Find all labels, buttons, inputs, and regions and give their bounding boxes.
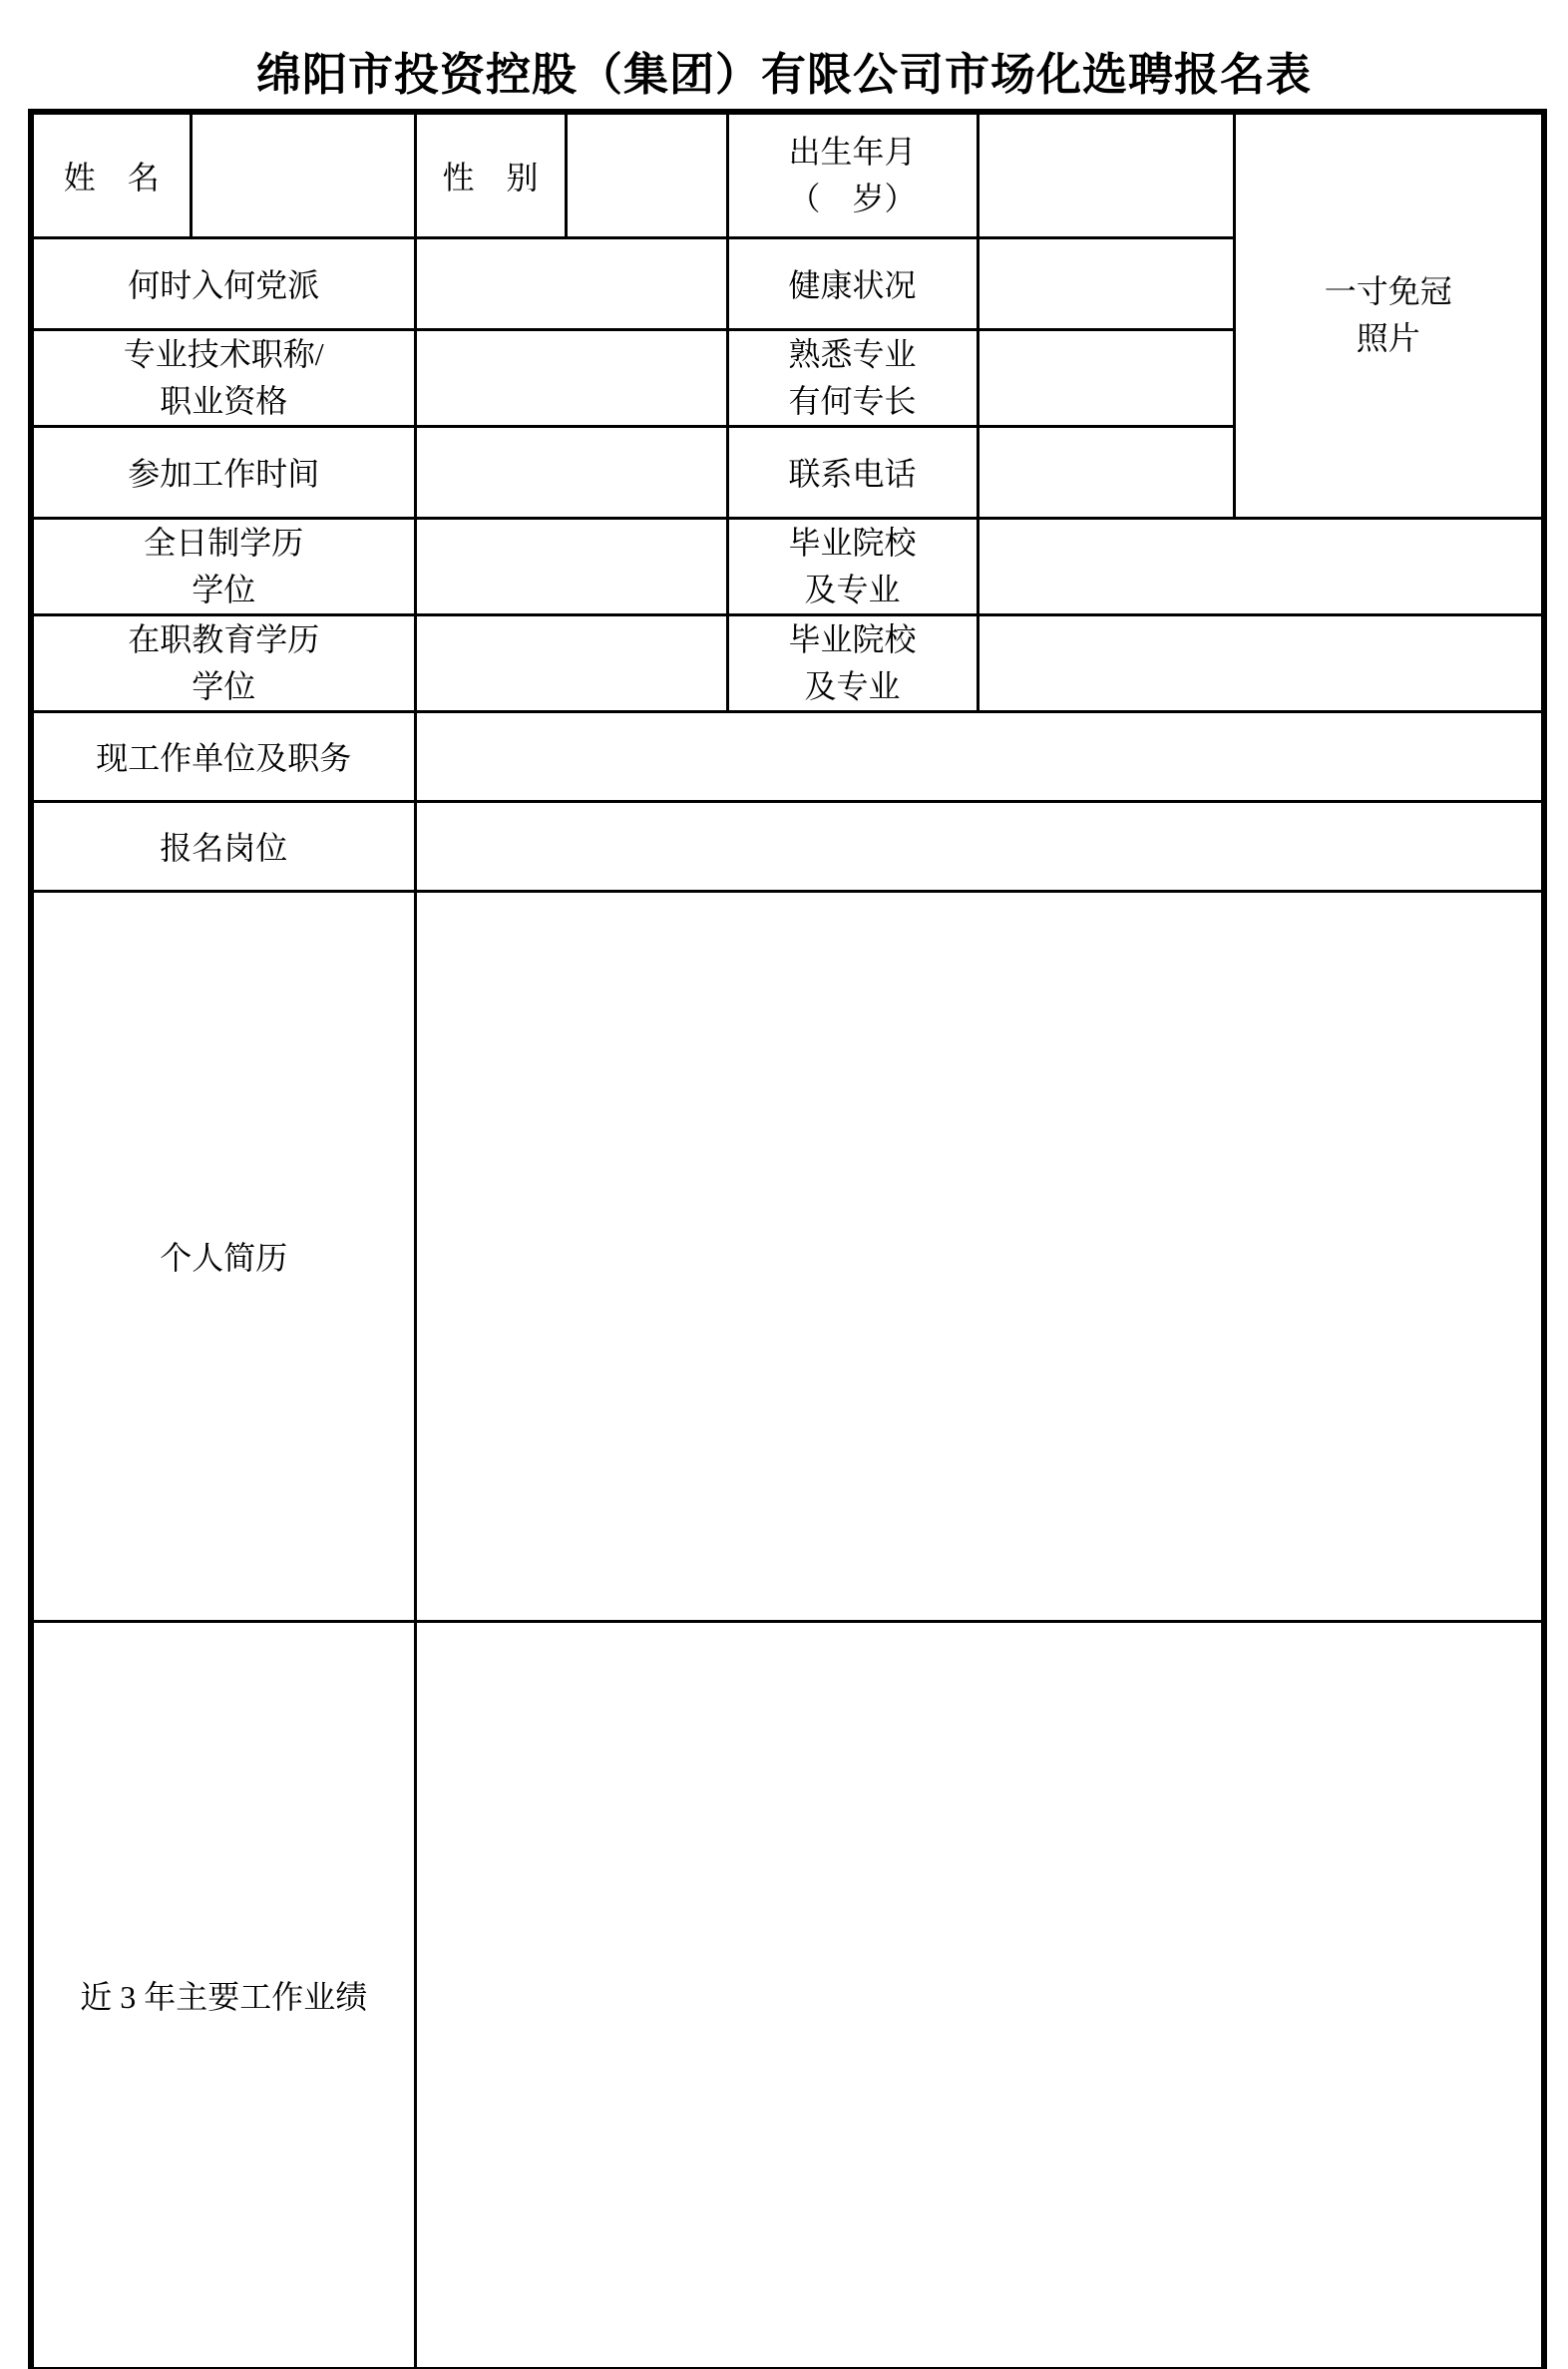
table-row: [31, 711, 1544, 801]
current-job-input-cell[interactable]: [415, 711, 1544, 801]
specialty-label: [727, 329, 978, 426]
fulltime-school-input-cell[interactable]: [978, 518, 1544, 614]
party-label: 何时入何党派: [31, 237, 415, 329]
specialty-label-line2: 有何专长: [788, 382, 917, 419]
fulltime-edu-input-cell[interactable]: [415, 518, 727, 614]
table-row: [31, 801, 1544, 891]
work-start-label: 参加工作时间: [31, 426, 415, 518]
photo-label-line1: 一寸免冠: [1324, 273, 1452, 310]
apply-position-label: 报名岗位: [31, 801, 415, 891]
photo-label-line2: 照片: [1356, 320, 1420, 357]
table-row: [31, 1621, 1544, 2369]
fulltime-edu-label: [31, 518, 415, 614]
table-row: [31, 614, 1544, 711]
achievements-input-cell[interactable]: [415, 1621, 1544, 2369]
fulltime-school-label-line1: 毕业院校: [788, 524, 917, 561]
photo-placeholder[interactable]: [1234, 112, 1544, 518]
phone-label: 联系电话: [727, 426, 978, 518]
birth-date-label-line1: 出生年月: [788, 133, 917, 170]
fulltime-edu-label-line1: 全日制学历: [144, 524, 304, 561]
inservice-school-label-line1: 毕业院校: [788, 620, 917, 657]
inservice-school-label-line2: 及专业: [804, 667, 901, 704]
birth-date-label-line2: （ 岁）: [788, 180, 917, 216]
page-title: 绵阳市投资控股（集团）有限公司市场化选聘报名表: [255, 50, 1312, 100]
prof-title-input-cell[interactable]: [415, 329, 727, 426]
application-form-table: [28, 109, 1547, 2369]
health-input-cell[interactable]: [978, 237, 1234, 329]
party-input-cell[interactable]: [415, 237, 727, 329]
birth-date-input-cell[interactable]: [978, 112, 1234, 237]
fulltime-school-label: [727, 518, 978, 614]
apply-position-input-cell[interactable]: [415, 801, 1544, 891]
resume-input-cell[interactable]: [415, 891, 1544, 1621]
current-job-label: 现工作单位及职务: [31, 711, 415, 801]
prof-title-label-line1: 专业技术职称/: [123, 335, 324, 372]
inservice-edu-label: [31, 614, 415, 711]
specialty-label-line1: 熟悉专业: [788, 335, 917, 372]
inservice-school-label: [727, 614, 978, 711]
work-start-input-cell[interactable]: [415, 426, 727, 518]
prof-title-label: [31, 329, 415, 426]
specialty-input-cell[interactable]: [978, 329, 1234, 426]
inservice-edu-label-line1: 在职教育学历: [128, 620, 320, 657]
prof-title-label-line2: 职业资格: [160, 382, 288, 419]
name-input-cell[interactable]: [191, 112, 415, 237]
inservice-school-input-cell[interactable]: [978, 614, 1544, 711]
fulltime-school-label-line2: 及专业: [804, 571, 901, 607]
resume-label: 个人简历: [31, 891, 415, 1621]
birth-date-label: [727, 112, 978, 237]
name-label: 姓 名: [31, 112, 191, 237]
phone-input-cell[interactable]: [978, 426, 1234, 518]
gender-input-cell[interactable]: [566, 112, 727, 237]
gender-label: 性 别: [415, 112, 566, 237]
achievements-label: 近 3 年主要工作业绩: [31, 1621, 415, 2369]
table-row: [31, 112, 1544, 237]
table-row: [31, 518, 1544, 614]
table-row: [31, 891, 1544, 1621]
fulltime-edu-label-line2: 学位: [192, 571, 256, 607]
inservice-edu-label-line2: 学位: [192, 667, 256, 704]
health-label: 健康状况: [727, 237, 978, 329]
inservice-edu-input-cell[interactable]: [415, 614, 727, 711]
